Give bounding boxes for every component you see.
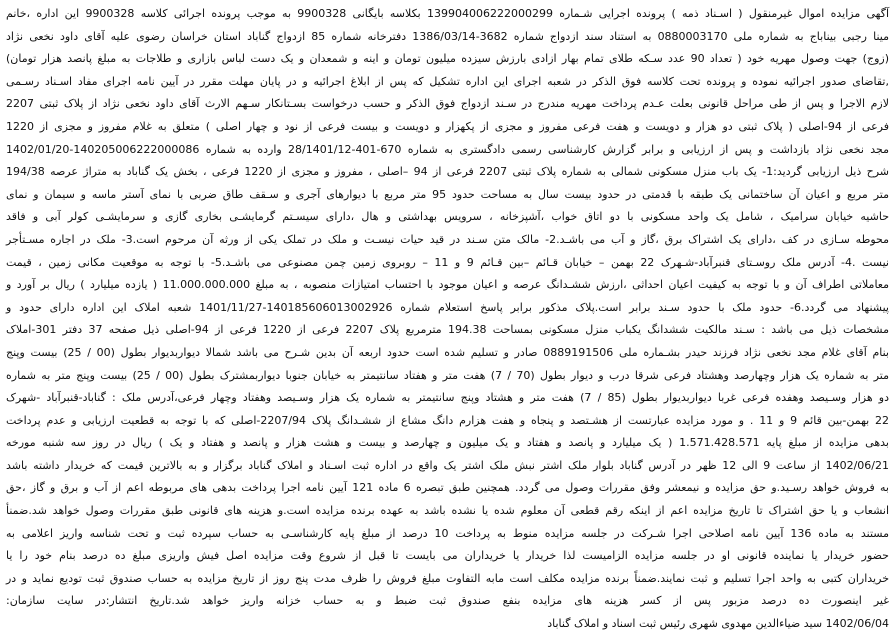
notice-line: مشخصات ذیل می باشد : سـند مالکیت ششدانگ یکباب منزل مسکونی بمساحت 194.38 مترمربع پلاک 2207 فرعی از 1220 فرعی از 94-اصلی ذیل صفحه 37 دفتر 301-املاک bbox=[6, 323, 890, 337]
notice-line: مستند به ماده 136 آیین نامه اصلاحی اجرا شـرکت در جلسه مزایده منوط به پرداخت 10 درصد از مبلغ پایه کارشناسـی به حساب سپرده ثبت و تحت شناسه واریز اعلامی به bbox=[6, 526, 889, 540]
notice-line: مجد نخعی نژاد بازداشت و پس از ارزیابی و برابر گزارش کارشناسی رسمی دادگستری به شماره 670-401-28/1401/12 وارده به شماره 140205006222000086-1402/01/20 bbox=[6, 142, 889, 156]
notice-line: متر به شماره یک هزار وچهارصد وهشتاد فرعی شرقا درب و دیوار بطول (70 / 7) هفت متر و هفتاد سانتیمتر به خیابان جنوبا دیواربمشترک بطول (00 / 25) بیست وپنج متر به شماره bbox=[6, 368, 889, 382]
notice-line: انشعاب و یا حق اشتراک تا تاریخ مزایده اعم از اینکه رقم قطعی آن معلوم شده یا نشده باشد به عهده برنده مزایده است.و هزینه های قانونی طبق مقررات وصول خواهد شد.ضمنأ bbox=[6, 504, 889, 518]
notice-line: پیشنهاد می گردد.6- حدود ملک با حدود سـند برابر است.پلاک مذکور برابر پاسخ استعلام شماره 140185606013002926-1401/11/27 شعبه املاک این اداره دارای حدود و bbox=[6, 300, 889, 314]
notice-line: بدهی مزایده از مبلغ پایه 1.571.428.571 ( یک میلیارد و پانصد و هفتاد و یک میلیون و چهارصد و بیست و هشت هزار و پانصد و هفتاد و یک ) ریال در روز سه شنبه مورخه bbox=[6, 436, 889, 450]
notice-line: دو هزار وسـیصد وهفده فرعی غربا دیواربدیوار بطول (85 / 7) هفت متر و هشتاد وپنج سانتیمتر به شماره یک هزار وسـیصد وهفتاد وچهار فرعی،آدرس ملک : گناباد-قنبرآباد -شهرک bbox=[6, 391, 889, 405]
notice-line: به فروش خواهد رسـید.و حق مزایده و نیمعشر وفق مقررات وصول می گردد. همچنین طبق تبصره 6 ماده 121 آیین نامه اجرا پرداخت بدهی های مربوطه اعم از آب و برق و گاز ،حق bbox=[6, 481, 889, 495]
notice-line: لازم الاجرا و پس از طی مراحل قانونی بعلت عـدم پرداخت مهریه مندرج در سـند ازدواج فوق الذکر و حسب درخواست بسـتانکار سـهم الارث آقای داود نخعی نژاد از پلاک ثبتی 2207 bbox=[6, 97, 889, 111]
notice-line: 22 بهمن-بین قائم 9 و 11 . و مورد مزایده عبارتست از هشـتصد و پنجاه و هفت هزارم دانگ مشاع از ششـدانگ پلاک 2207/94-اصلی که با توجه به قطعیت ارزیابی و عدم پرداخت bbox=[6, 413, 890, 427]
notice-line: 1402/06/21 از ساعت 9 الی 12 ظهر در آدرس گناباد بلوار ملک اشتر نبش ملک اشتر یک واقع در اداره ثبت اسـناد و املاک گناباد برگزار و به بالاترین قیمت که خریدار داشته باشد bbox=[6, 458, 889, 472]
notice-line: فرعی از 94-اصلی ( پلاک ثبتی دو هزار و دویست و هفت فرعی مفروز و مجزی از پکهزار و دویست و بیست فرعی از نود و چهار اصلی ) متعلق به غلام مفروز و مجزی از 1220 bbox=[6, 119, 889, 133]
notice-line: معاملاتی اطراف آن و با توجه به کیفیت اعیان احداثی ،ارزش ششـدانگ عرصه و اعیان موجود با احتساب امتیازات منصوبه ، به مبلغ 11.000.000.000 ( یازده میلیارد ) ریال بر آورد و bbox=[6, 278, 889, 292]
notice-line: محوطه سـازی در کف ،دارای یک اشتراک برق ،گاز و آب می باشـد.2- مالک متن سـند در قید حیات نیسـت و ملک در تملک یکی از ورثه آن مرحوم است.3- ملک در اجاره مسـتأجر bbox=[6, 232, 890, 246]
notice-line: آگهی مزایده اموال غیرمنقول ( اسـناد ذمه ) پرونده اجرایی شـماره 139904006222000299 بکلاسه بایگانی 9900328 به موجب پرونده اجرائی کلاسه 9900328 این اداره ،خانم bbox=[6, 7, 889, 20]
notice-line: بنام آقای غلام مجد نخعی نژاد فرزند حیدر بشـماره ملی 0889191506 صادر و تسلیم شده است حدود اربعه آن بدین شـرح می باشد شمالا دیواربدیوار بطول (00 / 25) بیست وپنج bbox=[6, 345, 889, 359]
notice-line: خریداران کتبی به واحد اجرا تسلیم و ثبت نمایند.ضمناً برنده مزایده مکلف است مابه التفاوت مبلغ فروش را ظرف مدت پنج روز از تاریخ مزایده به حساب صندوق ثبت تودیع نماید و در bbox=[6, 571, 889, 585]
notice-line: ,تقاضای صدور اجرائیه نموده و پرونده تحت کلاسه فوق الذکر در شعبه اجرای این اداره تشکیل که پس از ابلاغ اجرائیه و در پایان مهلت مقرر در آیین نامه اجرای مفاد اسـناد رسـمی bbox=[6, 74, 889, 88]
notice-line: حضور خریدار یا نماینده قانونی او در جلسه مزایده الزامیست لذا خریدار یا خریداران می بایست تا قبل از شروع وقت مزایده اصل فیش واریزی مبلغ ده درصد بنام خود را یا bbox=[6, 549, 889, 563]
notice-line: (زوج) جهت وصول مهریه خود ( تعداد 90 عدد سـکه طلای تمام بهار ازادی بارزش سیزده میلیون تومان و اینه و شمعدان و یک دست لباس بازاری و طلاجات به مبلغ پانصد هزار تومان) bbox=[6, 52, 889, 66]
notice-line: شرح ذیل ارزیابی گردید:1- یک باب منزل مسکونی شمالی به شماره پلاک ثبتی 2207 فرعی از 94 –اصلی ، مفروز و مجزی از 1220 فرعی ، بخش یک گناباد به متراژ عرصه 194/38 bbox=[6, 165, 889, 179]
notice-line: متر مربع و اعیان آن ساختمانی یک طبقه با قدمتی در حدود بیست سال به مساحت حدود 95 متر مربع با دیوارهای آجری و سـقف طاق ضربی با نمای آستر ماسه و سیمان و نمای bbox=[6, 187, 889, 201]
notice-line: حاشیه خیابان سرامیک ، شامل یک واحد مسکونی با دو اتاق خواب ،آشپزخانه ، سرویس بهداشتی و هال ،دارای سیسـتم گرمایشـی بخاری گازی و سرمایشـی کولر آبی و فاقد bbox=[6, 210, 889, 224]
notice-line: مینا رجبی بیناباج به شماره ملی 0880003170 به استناد سند ازدواج شماره 3682-1386/03/14 دفترخانه شماره 85 ازدواج گناباد استان خراسان رضوی علیه آقای داود نخعی نژاد bbox=[6, 29, 889, 43]
notice-signature-line: 1402/06/04 سید ضیاءالدین مهدوی شهری رئیس ثبت اسناد و املاک گناباد bbox=[547, 617, 889, 631]
notice-line: نیست .4- آدرس ملک روسـتای قنبرآباد-شـهرک 22 بهمن – خیابان قـائم –بین قـائم 9 و 11 – روبروی زمین چمن مصنوعی می باشـد.5- با توجه به موقعیت مکانی زمین ، قیمت bbox=[6, 255, 889, 269]
notice-line: غیر اینصورت ده درصد مزبور پس از کسر هزینه های مزایده بنفع صندوق ثبت ضبط و به حساب خزانه واریز خواهد شد.تاریخ انتشار:در سایت سازمان: bbox=[6, 594, 889, 608]
